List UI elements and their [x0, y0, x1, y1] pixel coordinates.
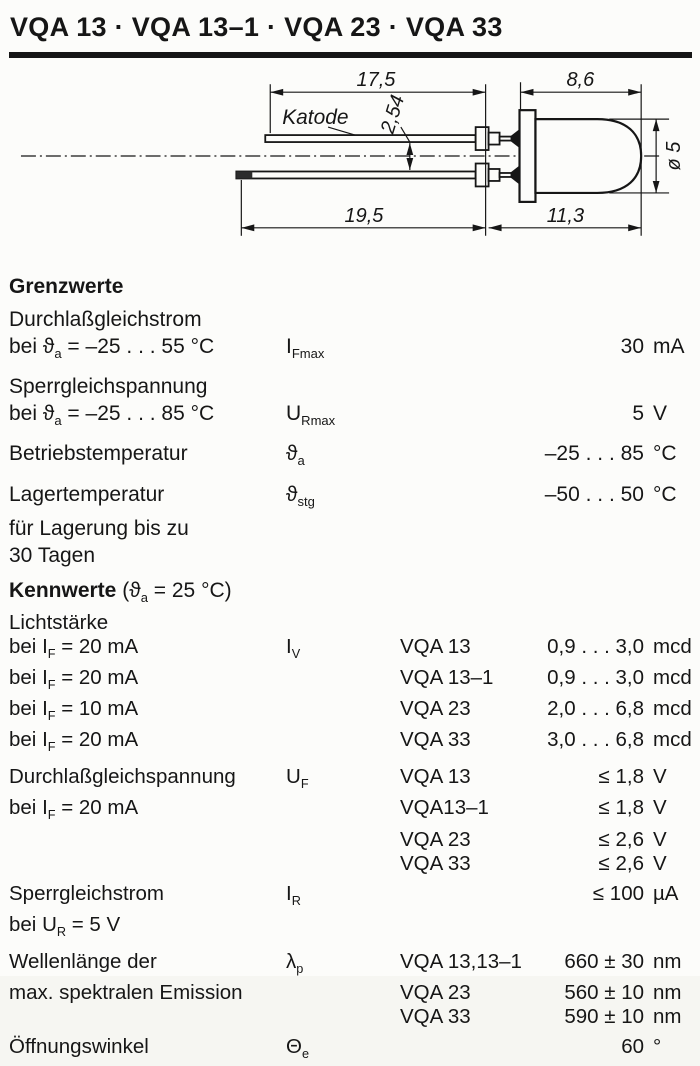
- lead-weld-bottom: [511, 165, 520, 184]
- param-label: Sperrgleichstrom: [9, 881, 164, 905]
- grenzwerte-table: [9, 306, 692, 569]
- param-label: Durchlaßgleichstrom: [9, 308, 202, 331]
- value: ≤ 2,6: [598, 851, 644, 875]
- param-label: bei $ϑ_a = -25$ . . . 85 °C: [9, 402, 215, 429]
- table-row: [9, 515, 692, 542]
- unit: V: [653, 796, 667, 820]
- section-heading-kennwerte: [9, 579, 692, 605]
- table-row: [9, 1035, 692, 1066]
- symbol-label: $I_{Fmax}$: [286, 335, 325, 362]
- param-label: Durchlaßgleichspannung: [9, 765, 236, 789]
- page-title: VQA 13 · VQA 13–1 · VQA 23 · VQA 33: [10, 12, 503, 42]
- unit: µA: [653, 881, 679, 905]
- param-label: Lagertemperatur: [9, 482, 165, 506]
- table-row: [9, 542, 692, 569]
- value: ≤ 2,6: [598, 827, 644, 851]
- table-row: [9, 981, 692, 1005]
- value: –25 . . . 85: [544, 442, 644, 466]
- kennwerte-title: Kennwerte: [9, 578, 117, 602]
- unit: nm: [653, 1004, 682, 1028]
- anode-lead: [236, 164, 512, 187]
- symbol-label: $U_{Rmax}$: [286, 402, 336, 429]
- section-heading-grenzwerte: Grenzwerte: [9, 275, 124, 298]
- value: 560 ± 10: [564, 980, 644, 1004]
- table-row: [9, 440, 692, 474]
- param-label: bei $I_F = 20$ mA: [9, 728, 139, 755]
- type-label: VQA 33: [400, 851, 471, 875]
- table-row: [9, 611, 692, 635]
- symbol-label: $ϑ_a$: [286, 442, 305, 469]
- unit: °: [653, 1034, 662, 1058]
- symbol-label: $U_F$: [286, 765, 309, 792]
- table-row: [9, 1005, 692, 1029]
- unit: mcd: [653, 697, 692, 721]
- value: 660 ± 30: [564, 949, 644, 973]
- value: 0,9 . . . 3,0: [547, 634, 644, 658]
- kennwerte-table: [9, 611, 692, 1066]
- lead-tip-shade: [236, 171, 252, 178]
- symbol-label: $\lambda_p$: [286, 949, 304, 976]
- table-row: [9, 306, 692, 333]
- lead-weld-top: [511, 129, 520, 148]
- type-label: VQA 23: [400, 827, 471, 851]
- dim-diameter-label: ø 5: [663, 141, 686, 171]
- value: ≤ 100: [592, 881, 644, 905]
- type-label: VQA 13: [400, 765, 471, 789]
- value: 60: [621, 1034, 644, 1058]
- type-label: VQA 13–1: [400, 666, 494, 690]
- led-body-dome: [535, 119, 641, 193]
- dim-body-top-label: 8,6: [566, 69, 595, 92]
- param-label: bei $ϑ_a = -25$ . . . 55 °C: [9, 335, 215, 362]
- unit: V: [653, 851, 667, 875]
- param-label: für Lagerung bis zu: [9, 516, 189, 540]
- table-row: [9, 373, 692, 400]
- type-label: VQA 23: [400, 980, 471, 1004]
- table-row: [9, 333, 692, 367]
- param-label: max. spektralen Emission: [9, 980, 243, 1004]
- unit: nm: [653, 980, 682, 1004]
- table-row: [9, 882, 692, 913]
- value: 5: [632, 402, 644, 426]
- param-label: bei $I_F = 10$ mA: [9, 697, 139, 724]
- symbol-label: $ϑ_{stg}$: [286, 482, 315, 509]
- led-flange: [520, 110, 536, 202]
- param-label: Öffnungswinkel: [9, 1034, 149, 1058]
- unit: V: [653, 765, 667, 789]
- value: 3,0 . . . 6,8: [547, 728, 644, 752]
- unit: mcd: [653, 728, 692, 752]
- table-row: [9, 666, 692, 697]
- table-row: [9, 913, 692, 944]
- led-outline-drawing: [9, 70, 697, 260]
- table-row: [9, 950, 692, 981]
- dim-body-bottom-label: 11,3: [546, 204, 585, 227]
- type-label: VQA13–1: [400, 796, 489, 820]
- param-label: Lichtstärke: [9, 610, 109, 634]
- table-row: [9, 765, 692, 796]
- value: 0,9 . . . 3,0: [547, 666, 644, 690]
- unit: °C: [653, 482, 677, 506]
- katode-label: Katode: [282, 106, 349, 130]
- value: 590 ± 10: [564, 1004, 644, 1028]
- param-label: bei $I_F = 20$ mA: [9, 796, 139, 823]
- param-label: Sperrgleichspannung: [9, 375, 208, 399]
- value: ≤ 1,8: [598, 796, 644, 820]
- symbol-label: $I_R$: [286, 881, 301, 908]
- value: 2,0 . . . 6,8: [547, 697, 644, 721]
- symbol-label: $\Theta_e$: [286, 1034, 310, 1061]
- value: 30: [620, 335, 644, 358]
- type-label: VQA 13,13–1: [400, 949, 522, 973]
- dim-pitch-label: 2,54: [376, 92, 410, 137]
- table-row: [9, 728, 692, 759]
- dim-lead-bottom-label: 19,5: [344, 204, 384, 227]
- symbol-label: $I_V$: [286, 634, 301, 662]
- type-label: VQA 23: [400, 697, 471, 721]
- unit: °C: [653, 442, 677, 466]
- param-label: bei $I_F = 20$ mA: [9, 634, 139, 662]
- unit: mA: [653, 335, 685, 358]
- table-row: [9, 828, 692, 852]
- unit: mcd: [653, 634, 692, 658]
- param-label: Wellenlänge der: [9, 949, 157, 973]
- kennwerte-condition: ($ϑ_a = 25$ °C): [122, 578, 232, 605]
- param-label: bei $I_F = 20$ mA: [9, 666, 139, 693]
- type-label: VQA 33: [400, 1004, 471, 1028]
- table-row: [9, 796, 692, 827]
- type-label: VQA 33: [400, 728, 471, 752]
- param-label: 30 Tagen: [9, 543, 96, 567]
- section-grenzwerte: [9, 275, 692, 569]
- title-rule: [9, 52, 692, 58]
- table-row: [9, 852, 692, 876]
- section-kennwerte: [9, 579, 692, 1066]
- dim-lead-top-label: 17,5: [356, 69, 396, 92]
- type-label: VQA 13: [400, 634, 471, 658]
- param-label: Betriebstemperatur: [9, 442, 188, 466]
- unit: mcd: [653, 666, 692, 690]
- unit: V: [653, 827, 667, 851]
- table-row: [9, 635, 692, 666]
- table-row: [9, 481, 692, 515]
- value: ≤ 1,8: [598, 765, 644, 789]
- param-label: bei $U_R = 5$ V: [9, 912, 121, 939]
- unit: nm: [653, 949, 682, 973]
- table-row: [9, 697, 692, 728]
- table-row: [9, 400, 692, 434]
- value: –50 . . . 50: [544, 482, 644, 506]
- unit: V: [653, 402, 668, 426]
